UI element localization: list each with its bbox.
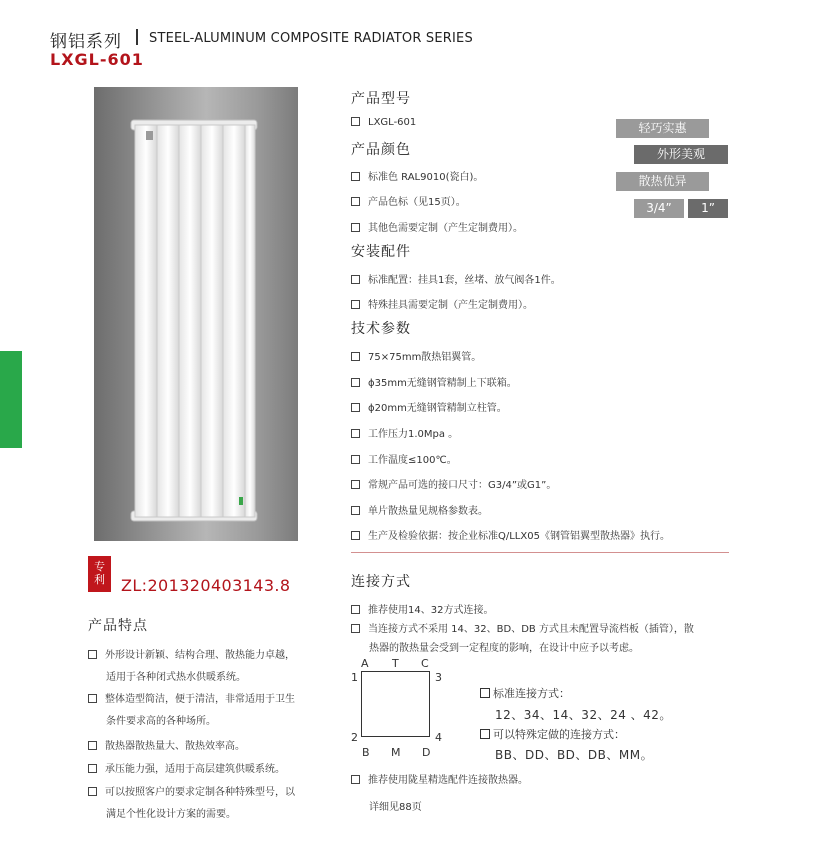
checkbox-icon [351,506,360,515]
model-heading: 产品型号 [351,91,411,107]
checkbox-icon [88,741,97,750]
tag-appearance: 外形美观 [634,145,728,164]
special-connection-label: 可以特殊定做的连接方式： [480,726,625,742]
connection-item: 当连接方式不采用 14、32、BD、DB 方式且未配置导流档板（插管），散 [351,620,694,635]
checkbox-icon [351,117,360,126]
connection-item-cont: 热器的散热量会受到一定程度的影响，在设计中应予以考虑。 [369,643,639,654]
checkbox-icon [351,624,360,633]
tech-item: ϕ20mm无缝钢管精制立柱管。 [351,399,507,414]
diagram-label-t: T [392,657,399,670]
patent-badge [88,556,111,592]
tech-item: 常规产品可选的接口尺寸：G3/4”或G1”。 [351,476,556,491]
tech-item: 单片散热量见规格参数表。 [351,502,488,517]
model-number: LXGL-601 [50,50,144,69]
feature-item: 可以按照客户的要求定制各种特殊型号，以 [88,783,295,798]
checkbox-icon [351,300,360,309]
tech-item: 生产及检验依据：按企业标准Q/LLX05《钢管铝翼型散热器》执行。 [351,527,670,542]
tag-heat-dissipation: 散热优异 [616,172,709,191]
radiator-illustration [94,87,298,541]
tech-item: 工作压力1.0Mpa 。 [351,425,458,440]
checkbox-icon [480,729,490,739]
accessory-item: 标准配置：挂具1套，丝堵、放气阀各1件。 [351,271,561,286]
accessory-item: 特殊挂具需要定制（产生定制费用）。 [351,296,533,311]
product-photo [94,87,298,541]
diagram-label-3: 3 [435,671,442,684]
checkbox-icon [351,775,360,784]
connection-diagram-box [361,671,430,737]
color-item: 其他色需要定制（产生定制费用）。 [351,219,523,234]
feature-item-cont: 适用于各种闭式热水供暖系统。 [106,672,246,683]
patent-badge-char-2: 利 [94,573,105,586]
checkbox-icon [351,352,360,361]
connection-heading: 连接方式 [351,574,411,590]
color-item: 产品色标（见15页）。 [351,193,466,208]
diagram-label-a: A [361,657,369,670]
special-connection-values: BB、DD、BD、DB、MM。 [495,748,654,762]
feature-item: 散热器散热量大、散热效率高。 [88,737,245,752]
feature-item: 整体造型简洁，便于清洁，非常适用于卫生 [88,690,295,705]
checkbox-icon [351,378,360,387]
checkbox-icon [351,403,360,412]
diagram-label-c: C [421,657,429,670]
tech-item: ϕ35mm无缝钢管精制上下联箱。 [351,374,517,389]
checkbox-icon [351,531,360,540]
accessories-heading: 安装配件 [351,244,411,260]
checkbox-icon [351,429,360,438]
patent-number: ZL:201320403143.8 [121,576,291,595]
checkbox-icon [480,688,490,698]
tag-lightweight: 轻巧实惠 [616,119,709,138]
tech-heading: 技术参数 [351,321,411,337]
feature-item: 承压能力强，适用于高层建筑供暖系统。 [88,760,285,775]
title-divider [136,29,138,45]
diagram-label-m: M [391,746,401,759]
diagram-label-4: 4 [435,731,442,744]
feature-item-cont: 满足个性化设计方案的需要。 [106,809,236,820]
checkbox-icon [351,605,360,614]
checkbox-icon [351,275,360,284]
checkbox-icon [88,650,97,659]
standard-connection-label: 标准连接方式： [480,685,570,701]
diagram-label-b: B [362,746,370,759]
tag-size-1: 1” [688,199,728,218]
tech-item: 工作温度≤100℃。 [351,451,457,466]
color-heading: 产品颜色 [351,142,411,158]
features-heading: 产品特点 [88,618,148,634]
checkbox-icon [88,787,97,796]
checkbox-icon [351,172,360,181]
feature-item: 外形设计新颖、结构合理、散热能力卓越， [88,646,295,661]
patent-badge-char-1: 专 [94,560,105,573]
connection-item: 推荐使用陇星精选配件连接散热器。 [351,771,528,786]
section-divider [351,552,729,553]
connection-item: 推荐使用14、32方式连接。 [351,601,493,616]
series-title-en: STEEL-ALUMINUM COMPOSITE RADIATOR SERIES [149,31,473,46]
color-item: 标准色 RAL9010(瓷白)。 [351,168,483,183]
checkbox-icon [351,223,360,232]
green-page-tab [0,351,22,448]
diagram-label-2: 2 [351,731,358,744]
checkbox-icon [351,455,360,464]
feature-item-cont: 条件要求高的各种场所。 [106,716,216,727]
checkbox-icon [88,764,97,773]
tag-size-3-4: 3/4” [634,199,684,218]
checkbox-icon [88,694,97,703]
series-title-cn: 钢铝系列 [50,32,122,52]
diagram-label-d: D [422,746,431,759]
tech-item: 75×75mm散热铝翼管。 [351,348,481,363]
checkbox-icon [351,197,360,206]
model-item: LXGL-601 [351,117,416,128]
checkbox-icon [351,480,360,489]
standard-connection-values: 12、34、14、32、24 、42。 [495,708,672,722]
diagram-label-1: 1 [351,671,358,684]
page-reference-note: 详细见88页 [369,802,422,813]
